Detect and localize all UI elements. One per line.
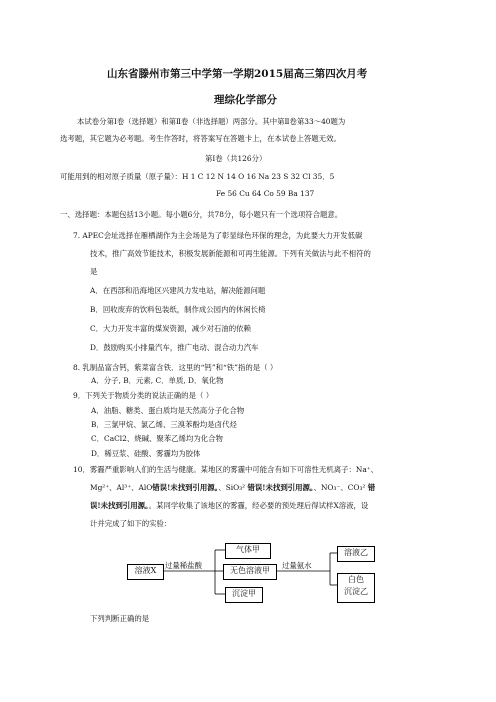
q10-error-1: 错误!未找到引用源。	[152, 483, 219, 492]
q9-stem: 9．下列关于物质分类的说法正确的是（ ）	[73, 391, 214, 400]
q10-error-4: 误!未找到引用源。	[90, 501, 149, 510]
q10-error-3: 错	[367, 483, 376, 492]
q10-error-2: 错误!未找到引用源。	[247, 483, 314, 492]
q7-option-c: C．大力开发丰富的煤炭资源，减少对石油的依赖	[90, 324, 251, 333]
q7-stem-line-2: 技术，推广高效节能技术，积极发展新能源和可再生能源。下列有关做法与此不相符的	[90, 249, 371, 258]
q7-stem-line-3: 是	[90, 267, 98, 276]
q7-option-a: A．在西部和沿海地区兴建风力发电站，解决能源问题	[90, 286, 266, 295]
q10-ions-part-3: 、NO₃⁻、CO₃²	[313, 483, 366, 492]
solution-x-box: 溶液X	[127, 564, 164, 580]
white-precipitate-b-line-1: 白色	[348, 575, 364, 584]
q7-option-b: B．回收废弃的饮料包装纸，制作成公园内的休闲长椅	[90, 305, 266, 314]
q8-stem: 8. 乳制品富含钙，紫菜富含铁．这里的“钙”和“铁”指的是（ ）	[73, 363, 278, 372]
colorless-solution-a-box: 无色溶液甲	[223, 564, 277, 580]
precipitate-a-box: 沉淀甲	[225, 587, 263, 603]
white-precipitate-b-box	[337, 573, 375, 603]
white-precipitate-b-line-2: 沉淀乙	[344, 587, 368, 596]
reagent-1-label: 过量稀盐酸	[165, 561, 202, 570]
solution-b-box: 溶液乙	[337, 546, 375, 562]
intro-line-2: 选考题，其它题为必考题。考生作答时，将答案写在答题卡上，在本试卷上答题无效。	[60, 134, 341, 143]
page-title: 山东省滕州市第三中学第一学期2015届高三第四次月考	[107, 68, 368, 80]
q9-option-b: B．三氯甲烷、氯乙烯、三溴苯酚均是卤代烃	[91, 420, 237, 429]
q10-stem-line-4: 计并完成了如下的实验：	[90, 519, 172, 528]
q7-stem-line-1: 7. APEC会址选择在雁栖湖作为主会场是为了彰显绿色环保的理念，为此要大力开发低碳	[73, 231, 363, 240]
q8-options: A．分子, B．元素, C．单质, D．氧化物	[91, 376, 224, 385]
q9-option-a: A．油脂、糖类、蛋白质均是天然高分子化合物	[91, 406, 245, 415]
q10-stem-line-3-text: 。某同学收集了该地区的雾霾，经必要的预处理后得试样X溶液，设	[148, 501, 369, 510]
q9-option-d: D．稀豆浆、硅酸、雾霾均为胶体	[91, 449, 201, 458]
q10-ions-part-1: Mg²⁺、Al³⁺、AlO	[90, 483, 153, 492]
section-title: 第Ⅰ卷（共126分）	[205, 154, 267, 163]
q10-ions-part-2: 、SiO₃²	[218, 483, 246, 492]
q9-option-c: C．CaCl2、烧碱、聚苯乙烯均为化合物	[91, 434, 223, 443]
gas-a-box: 气体甲	[225, 543, 271, 559]
atomic-mass-line-1: 可能用到的相对原子质量（原子量）：H 1 C 12 N 14 O 16 Na 23 S 32 Cl 35．5	[60, 172, 335, 181]
part1-heading: 一、选择题：本题包括13小题。每小题6分，共78分，每小题只有一个选项符合题意。	[60, 210, 343, 219]
atomic-mass-line-2: Fe 56 Cu 64 Co 59 Ba 137	[216, 189, 315, 198]
q7-option-d: D．鼓励购买小排量汽车，推广电动、混合动力汽车	[90, 343, 259, 352]
intro-line-1: 本试卷分第Ⅰ卷（选择题）和第Ⅱ卷（非选择题）两部分。其中第Ⅱ卷第33～40题为	[77, 117, 346, 126]
reagent-2-label: 过量氨水	[282, 561, 312, 570]
page-subtitle: 理综化学部分	[214, 94, 277, 106]
q10-stem-line-1: 10．雾霾严重影响人们的生活与健康。某地区的雾霾中可能含有如下可溶性无机离子：Na⁺、	[73, 465, 379, 474]
q10-footer: 下列判断正确的是	[90, 614, 150, 623]
